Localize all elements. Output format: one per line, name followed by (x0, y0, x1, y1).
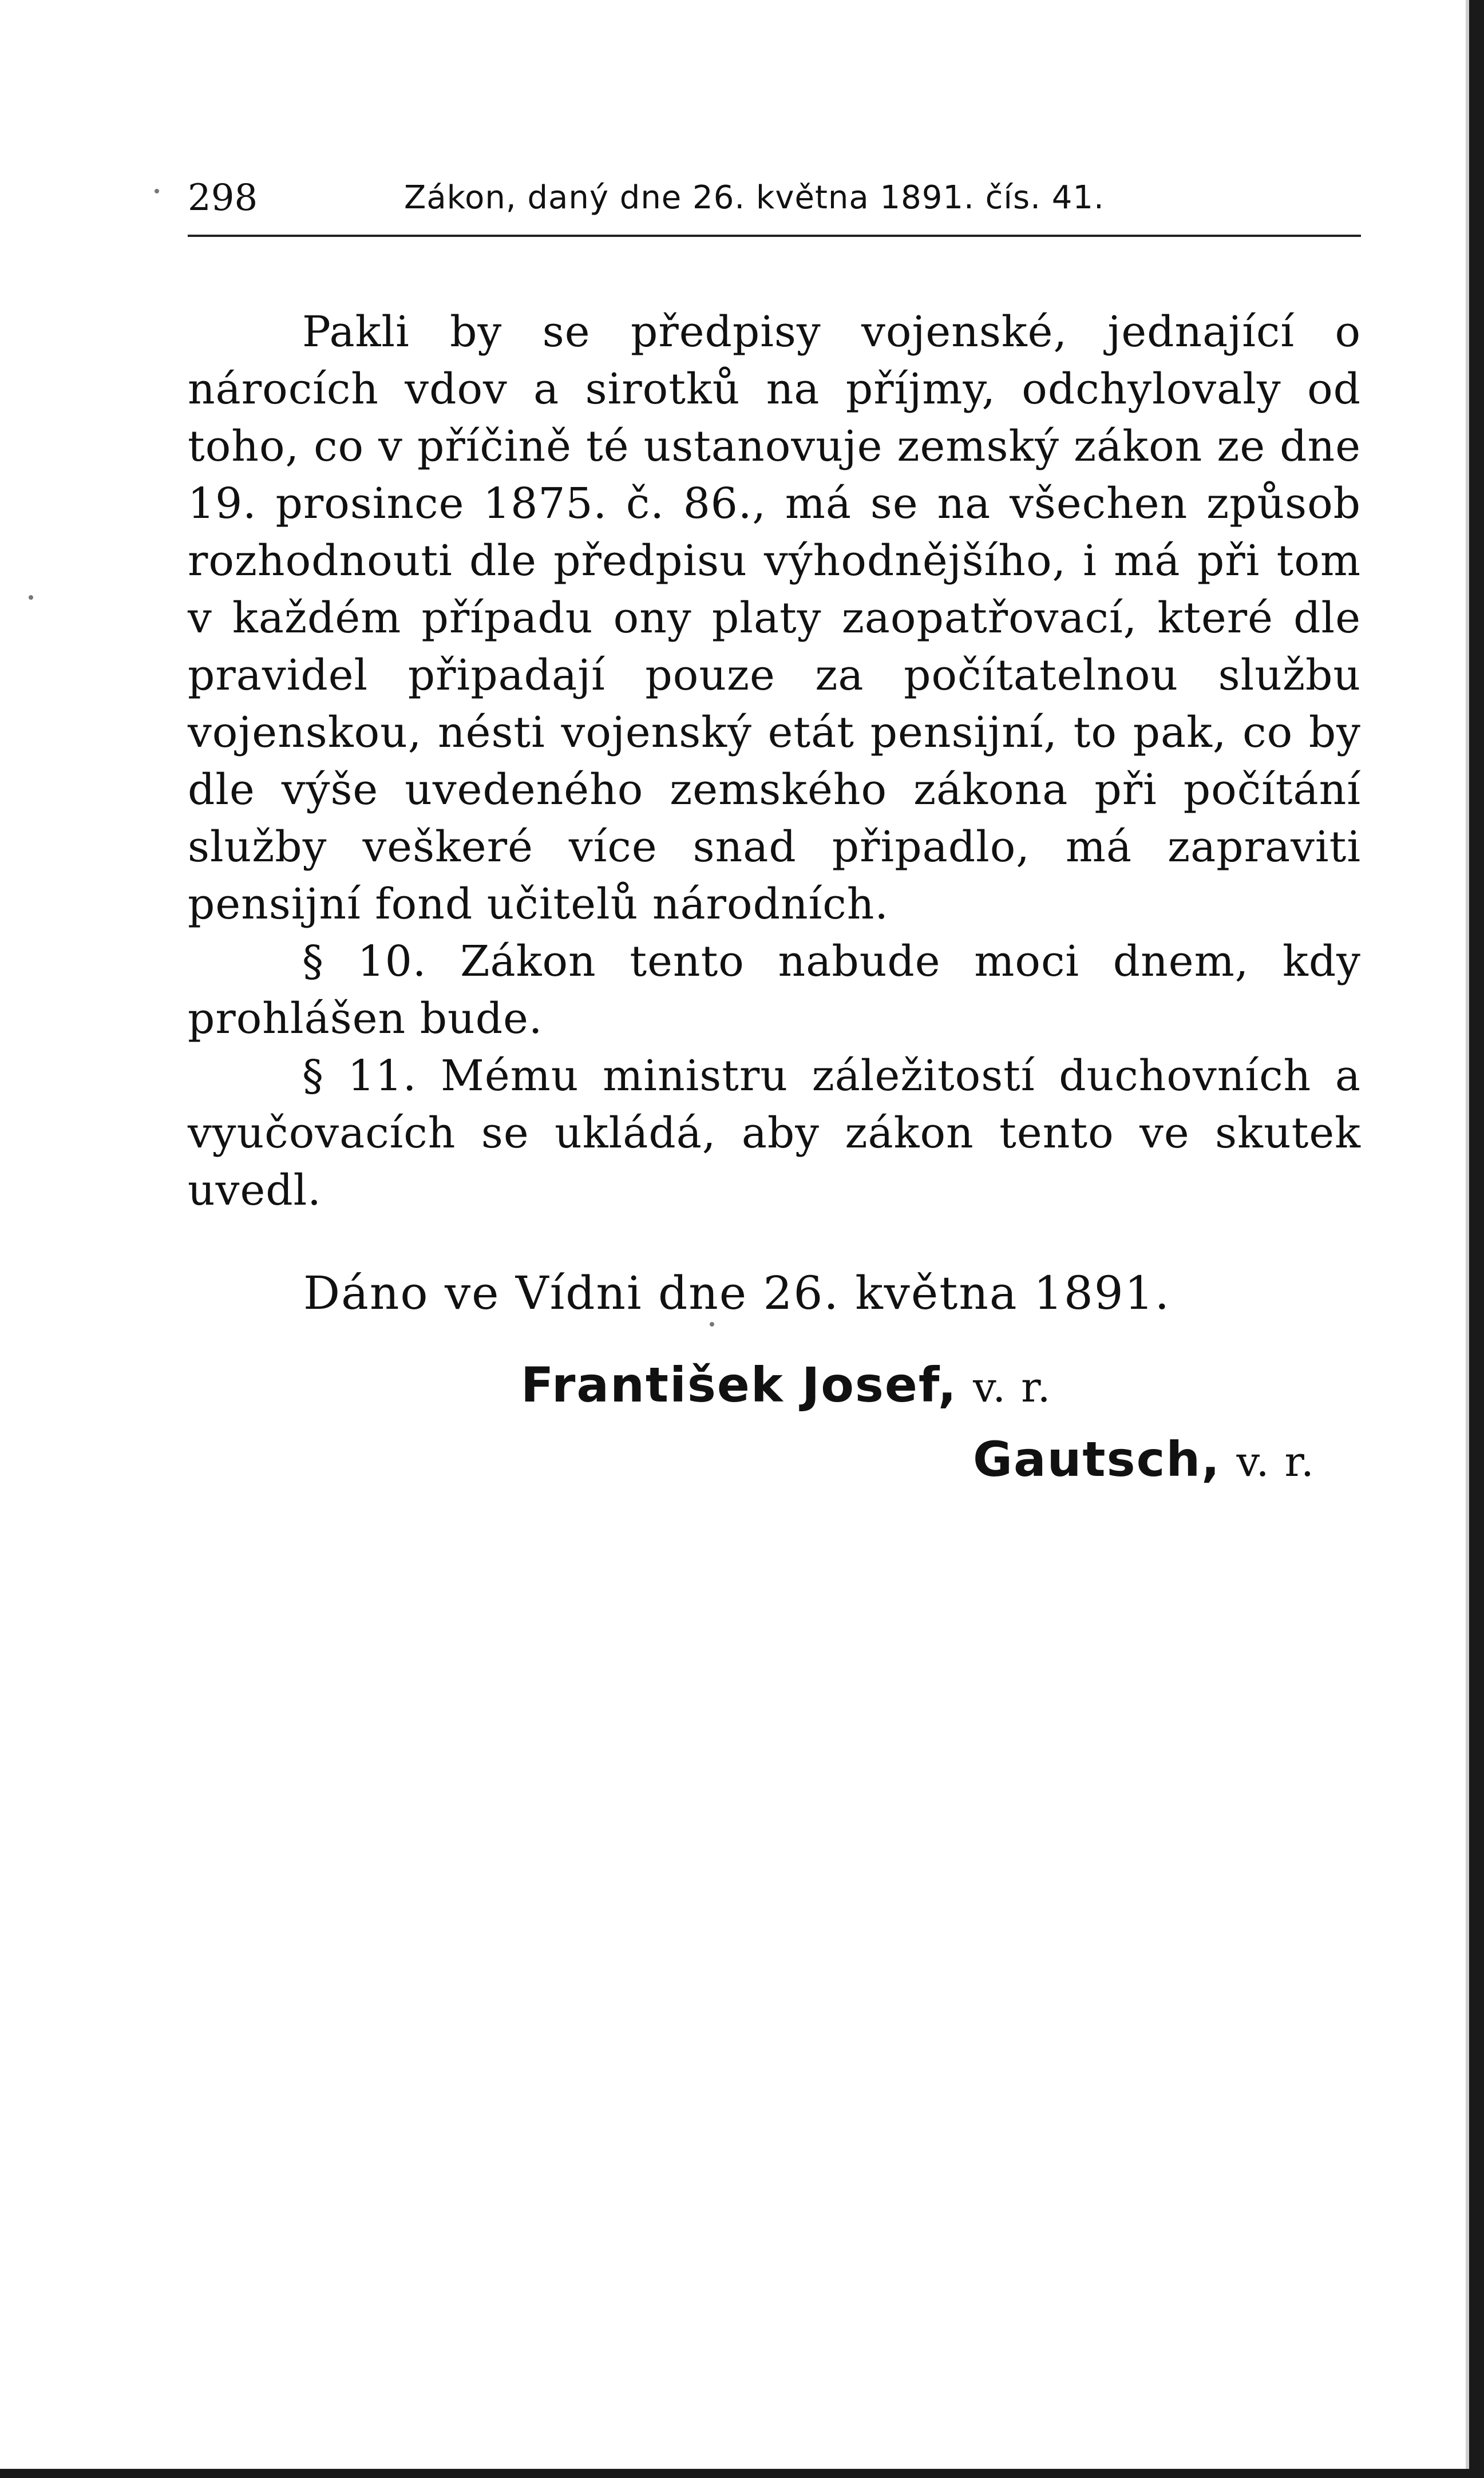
paragraph-section-11: § 11. Mému ministru záležitostí duchovních a vyučovacích se ukládá, aby zákon tento ve skutek uvedl. (188, 1051, 1361, 1215)
body-text (188, 303, 1361, 1219)
signer-2-suffix: v. r. (1236, 1438, 1315, 1486)
scan-edge-right (1469, 0, 1484, 2478)
page-number: 298 (188, 177, 258, 219)
header-rule (188, 235, 1361, 237)
given-at-line: Dáno ve Vídni dne 26. května 1891. (303, 1266, 1171, 1320)
scan-speck (710, 1322, 714, 1327)
signer-1-name: František Josef, (521, 1357, 957, 1413)
scan-edge-bottom (0, 2469, 1484, 2478)
signature-emperor (521, 1356, 1484, 1416)
running-head-title: Zákon, daný dne 26. května 1891. čís. 41. (404, 179, 1105, 216)
signer-2-name: Gautsch, (973, 1431, 1221, 1487)
signature-minister (973, 1431, 1484, 1490)
signer-1-suffix: v. r. (973, 1363, 1052, 1411)
scan-speck (29, 595, 33, 600)
paragraph-section-10: § 10. Zákon tento nabude moci dnem, kdy prohlášen bude. (188, 937, 1361, 1043)
paragraph-military-provisions: Pakli by se předpisy vojenské, jednající o nárocích vdov a sirotků na příjmy, odchylovaly od toho, co v příčině té ustanovuje zemský zákon ze dne 19. prosince 1875. č. 86., má se na všechen způsob rozhodnouti dle předpisu výhodnějšího, i má při tom v každém případu ony platy zaopatřovací, které dle pravidel připadají pouze za počítatelnou službu vojenskou, nésti vojenský etát pensijní, to pak, co by dle výše uvedeného zemského zákona při počítání služby veškeré více snad připadlo, má zapraviti pensijní fond učitelů národních. (188, 307, 1361, 929)
scan-speck (155, 189, 159, 193)
running-head (188, 175, 1361, 221)
